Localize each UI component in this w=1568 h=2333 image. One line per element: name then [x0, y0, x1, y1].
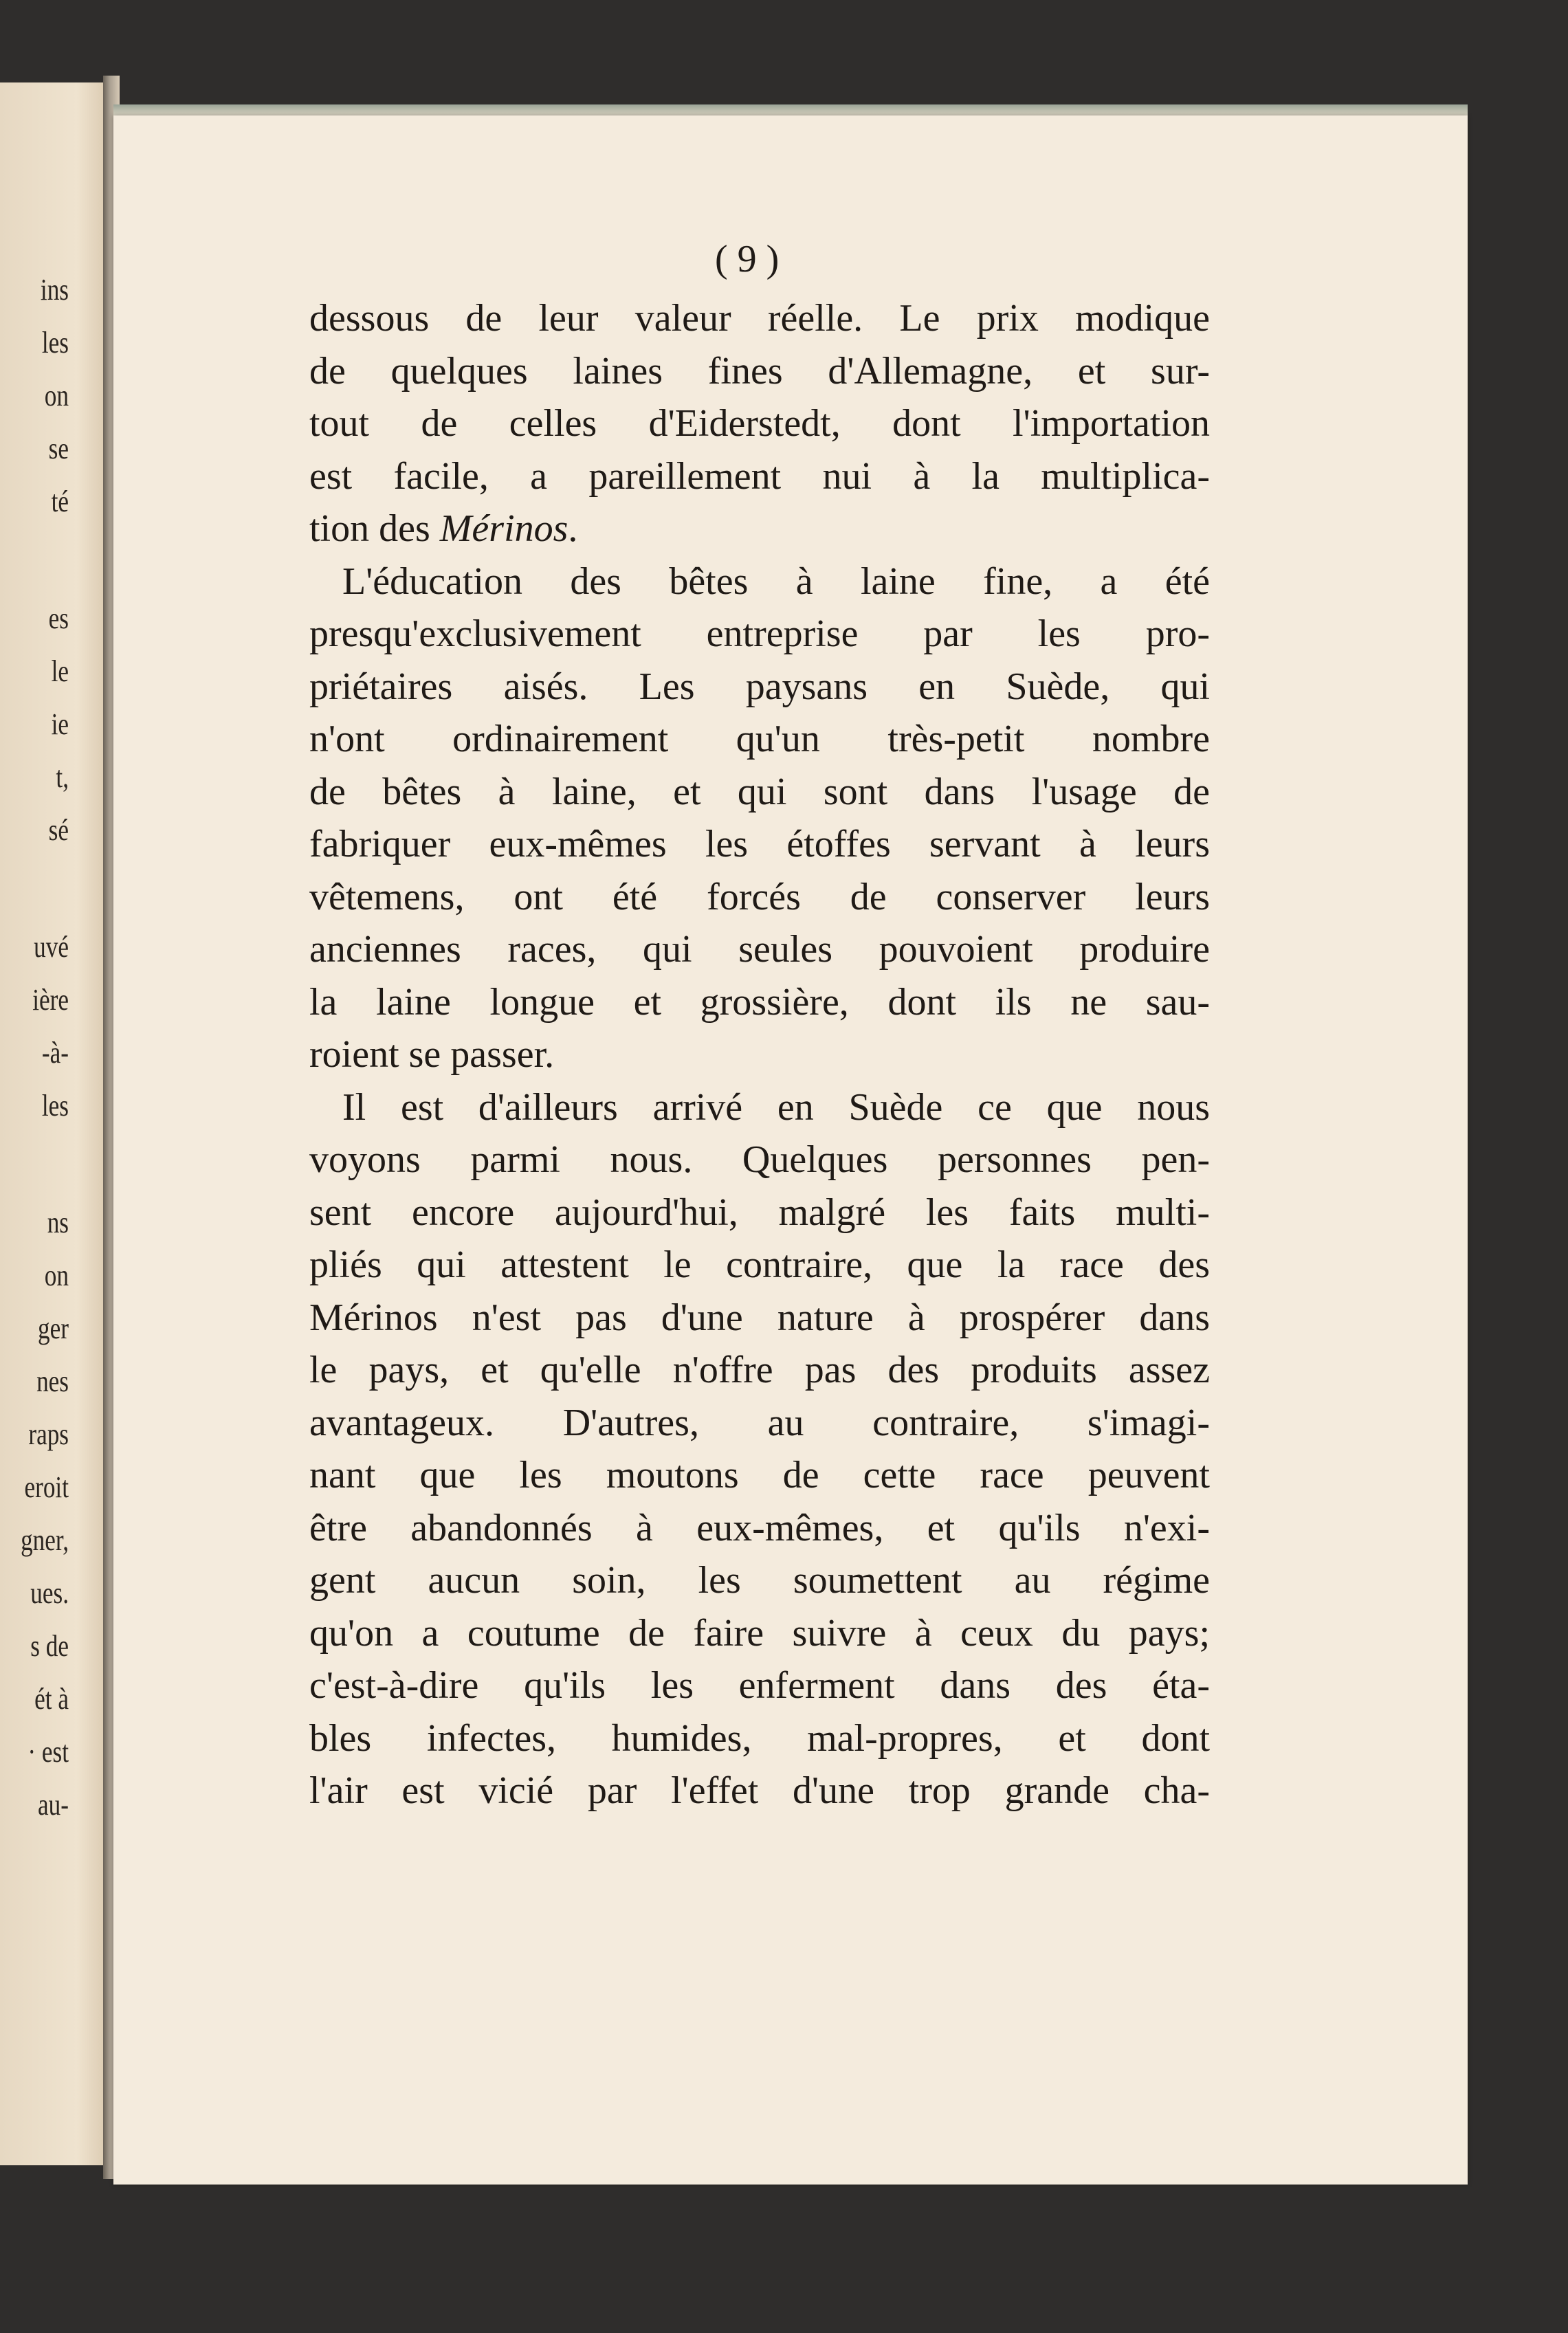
text-line: voyons parmi nous. Quelques personnes pen-	[309, 1138, 1210, 1181]
left-page-fragment: uvé	[34, 930, 69, 964]
left-page-fragment: ger	[38, 1312, 69, 1345]
text-line: Mérinos n'est pas d'une nature à prospérer dans	[309, 1296, 1210, 1339]
left-page-fragment: eroit	[24, 1470, 69, 1504]
left-page-fragment: raps	[28, 1417, 69, 1451]
text-line: pliés qui attestent le contraire, que la race des	[309, 1243, 1210, 1286]
text-line: gent aucun soin, les soumettent au régime	[309, 1559, 1210, 1602]
text-line: le pays, et qu'elle n'offre pas des produits assez	[309, 1349, 1210, 1391]
page-number: ( 9 )	[715, 238, 780, 280]
left-page-fragment: les	[41, 326, 69, 360]
text-line: dessous de leur valeur réelle. Le prix modique	[309, 297, 1210, 340]
text-line: avantageux. D'autres, au contraire, s'imagi-	[309, 1401, 1210, 1444]
left-page-edge	[0, 82, 110, 2165]
paragraph-2	[309, 555, 1210, 1081]
left-page-fragment: s de	[30, 1629, 69, 1663]
left-page-fragment: ins	[40, 273, 69, 307]
text-line: l'air est vicié par l'effet d'une trop grande cha-	[309, 1769, 1210, 1812]
text-line: tout de celles d'Eiderstedt, dont l'importation	[309, 402, 1210, 445]
text-line: est facile, a pareillement nui à la multiplica-	[309, 454, 1210, 498]
left-page-fragment: on	[44, 1259, 69, 1292]
body-text	[309, 292, 1210, 1817]
text-span: tion des	[309, 507, 430, 550]
text-line: être abandonnés à eux-mêmes, et qu'ils n'exi-	[309, 1506, 1210, 1549]
left-page-fragment: gner,	[21, 1523, 69, 1557]
text-line: la laine longue et grossière, dont ils ne sau-	[309, 980, 1210, 1024]
left-page-fragment: es	[48, 601, 69, 635]
left-page-fragment: le	[51, 654, 69, 688]
left-page-fragment: ns	[47, 1206, 69, 1239]
text-line: Il est d'ailleurs arrivé en Suède ce que nous	[342, 1085, 1210, 1129]
text-line: L'éducation des bêtes à laine fine, a été	[342, 560, 1210, 603]
left-page-fragment: ière	[32, 983, 69, 1017]
text-line: priétaires aisés. Les paysans en Suède, qui	[309, 665, 1210, 708]
text-line: nant que les moutons de cette race peuvent	[309, 1454, 1210, 1496]
text-line: qu'on a coutume de faire suivre à ceux du pays;	[309, 1611, 1210, 1655]
left-page-fragment: nes	[36, 1364, 69, 1398]
text-line: c'est-à-dire qu'ils les enferment dans des éta-	[309, 1664, 1210, 1707]
left-page-fragment: té	[51, 485, 69, 518]
paragraph-3	[309, 1081, 1210, 1817]
left-page-fragment: ét à	[34, 1682, 69, 1716]
text-line: sent encore aujourd'hui, malgré les faits multi-	[309, 1191, 1210, 1234]
left-page-fragment: t,	[56, 760, 69, 794]
left-page-fragment: ues.	[30, 1576, 69, 1610]
text-line: de quelques laines fines d'Allemagne, et sur-	[309, 349, 1210, 392]
left-page-fragment: -à-	[41, 1036, 69, 1070]
left-page-fragment: · est	[27, 1735, 69, 1769]
text-line: fabriquer eux-mêmes les étoffes servant à leurs	[309, 823, 1210, 865]
italic-term: Mérinos	[439, 507, 568, 550]
text-line: bles infectes, humides, mal-propres, et dont	[309, 1716, 1210, 1760]
left-page-fragment: sé	[48, 813, 69, 847]
left-page-fragment: on	[44, 379, 69, 412]
text-line: presqu'exclusivement entreprise par les pro-	[309, 612, 1210, 655]
text-line: roient se passer.	[309, 1033, 555, 1076]
text-line: vêtemens, ont été forcés de conserver leurs	[309, 875, 1210, 918]
text-line	[309, 502, 1210, 555]
text-line: n'ont ordinairement qu'un très-petit nombre	[309, 718, 1210, 760]
text-line: de bêtes à laine, et qui sont dans l'usage de	[309, 770, 1210, 813]
left-page-fragment: ie	[51, 707, 69, 741]
left-page-fragment: se	[48, 432, 69, 465]
text-span: .	[568, 507, 578, 550]
text-line: anciennes races, qui seules pouvoient produire	[309, 928, 1210, 971]
paragraph-1	[309, 292, 1210, 555]
left-page-fragment: les	[41, 1089, 69, 1123]
left-page-fragment: au-	[38, 1788, 69, 1822]
